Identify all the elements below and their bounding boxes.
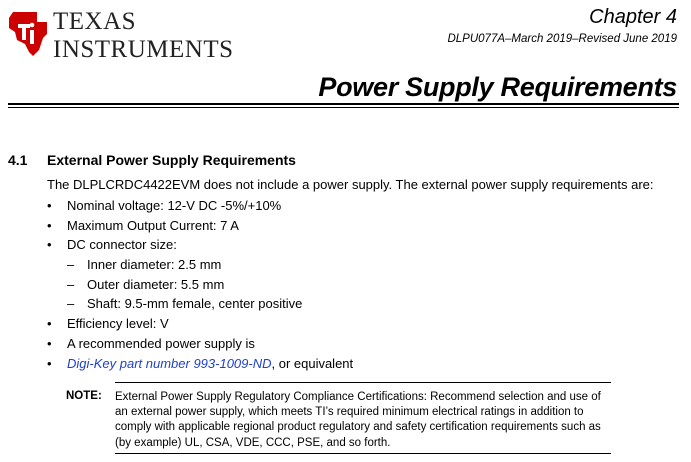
list-item-text: Nominal voltage: 12-V DC -5%/+10% [67,198,282,213]
bullet-marker: • [47,217,52,233]
bullet-marker: • [47,335,52,351]
chapter-label: Chapter 4 [589,6,677,28]
list-item-text [67,354,353,374]
list-item-text: Efficiency level: V [67,316,169,332]
intro-paragraph: The DLPLCRDC4422EVM does not include a power supply. The external power supply requirements are: [47,177,654,192]
note-rule-top [115,382,611,383]
list-item-text: A recommended power supply is [67,335,255,351]
note-label: NOTE: [66,390,102,402]
list-item-text: Shaft: 9.5-mm female, center positive [87,296,303,312]
section-title: External Power Supply Requirements [47,152,296,168]
logo-text-texas: TEXAS [53,8,137,35]
dash-marker: – [67,276,75,292]
document-id: DLPU077A–March 2019–Revised June 2019 [447,33,677,45]
list-item-text: Maximum Output Current: 7 A [67,217,239,233]
note-rule-bottom [115,453,611,454]
digikey-part-link[interactable]: Digi-Key part number 993-1009-ND [67,355,272,371]
ti-logo [7,6,234,66]
logo-text-instruments: INSTRUMENTS [53,36,234,63]
list-item-suffix: , or equivalent [271,355,354,371]
title-rule [8,103,679,105]
dash-marker: – [67,257,75,273]
bullet-marker: • [47,316,52,332]
title-rule-thin [8,107,679,108]
bullet-marker: • [47,198,52,213]
texas-state-logo-icon [7,8,51,60]
list-item-text: Inner diameter: 2.5 mm [87,257,222,273]
page-title: Power Supply Requirements [318,72,677,102]
dash-marker: – [67,296,75,312]
bullet-marker: • [47,237,52,253]
section-number: 4.1 [8,152,28,168]
bullet-marker: • [47,355,52,371]
list-item-text: DC connector size: [67,237,177,253]
list-item-text: Outer diameter: 5.5 mm [87,276,225,292]
note-text: External Power Supply Regulatory Compliance Certifications: Recommend selection and use of an external power supply, which meets TI’s required minimum electrical ratings in addition to comply with applicable regional product regulatory and safety certification requirements such as (by example) UL, CSA, VDE, CCC, PSE, and so forth. [115,391,601,449]
